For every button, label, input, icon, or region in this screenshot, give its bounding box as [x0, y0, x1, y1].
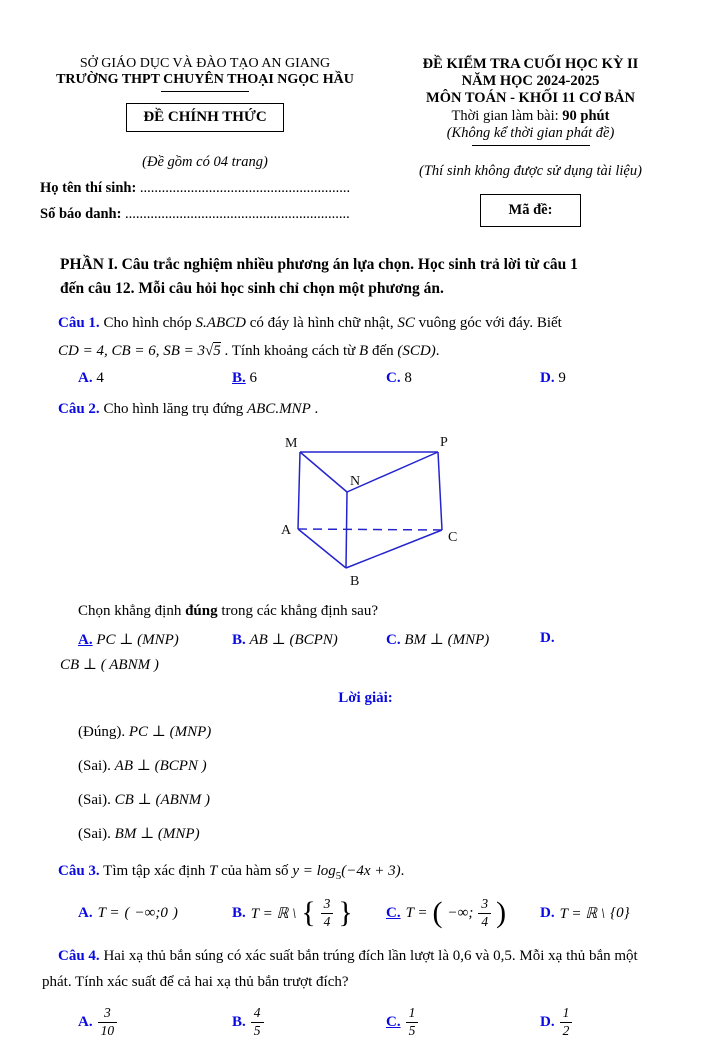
q1-sqrt-arg: 5 [213, 342, 221, 359]
sol2-verdict: (Sai). [78, 758, 115, 775]
q1-text6: . [435, 342, 440, 359]
q2-prompt-post: trong các khẳng định sau? [217, 602, 378, 619]
q3-letter-a: A. [78, 904, 93, 921]
prism-svg [271, 429, 461, 591]
q3-formula-arg: (−4x + 3) [341, 863, 401, 880]
question-1-answers [78, 370, 691, 387]
q3-d-set: {0} [610, 904, 630, 921]
q1-answer-b [232, 370, 386, 387]
q4-b-num: 4 [251, 1005, 264, 1023]
q4-a-num: 3 [98, 1005, 118, 1023]
q4-d-den: 2 [562, 1023, 570, 1039]
q1-answer-d [540, 370, 566, 387]
q2-math-b: AB ⊥ (BCPN) [249, 632, 338, 649]
q2-answer-a [78, 630, 232, 649]
q1-text2: có đáy là hình chữ nhật, [245, 315, 398, 332]
exam-title: ĐỀ KIỂM TRA CUỐI HỌC KỲ II [422, 56, 639, 72]
q3-c-den: 4 [481, 913, 489, 929]
q4-letter-a: A. [78, 1014, 93, 1031]
q2-letter-d: D. [540, 630, 555, 647]
school-name: TRƯỜNG THPT CHUYÊN THOẠI NGỌC HẦU [56, 72, 354, 87]
q3-c-pre: T = [405, 904, 428, 921]
q4-c-fraction [406, 1005, 419, 1040]
question-1-line1 [58, 311, 691, 337]
school-year: NĂM HỌC 2024-2025 [461, 73, 600, 89]
q4-answer-a [78, 1005, 232, 1040]
student-name-label: Họ tên thí sinh: [40, 180, 137, 196]
q3-answer-d [540, 904, 630, 923]
q3-math1: T [208, 863, 218, 880]
q4-answer-c [386, 1005, 540, 1040]
q1-value-c: 8 [404, 370, 412, 387]
question-4-answers [78, 1005, 691, 1040]
vertex-label-p: P [439, 434, 448, 450]
q1-text4: . Tính khoảng cách từ [220, 342, 360, 359]
q1-value-d: 9 [558, 370, 566, 387]
vertex-label-n: N [349, 473, 360, 489]
duration-line [370, 108, 691, 125]
q2-text2: . [310, 401, 319, 418]
official-exam-box: ĐỀ CHÍNH THỨC [126, 103, 283, 132]
q4-letter-b: B. [232, 1014, 246, 1031]
duration-underline [472, 145, 590, 146]
question-1-line2 [58, 339, 691, 365]
q2-letter-c: C. [386, 632, 401, 649]
q3-answer-c: C. T = ( −∞; $\frac{3}{4}$ ) [386, 895, 507, 930]
sol4-verdict: (Sai). [78, 826, 115, 843]
solution-line-2 [78, 756, 691, 775]
q1-letter-d: D. [540, 370, 555, 387]
sol4-math: BM ⊥ (MNP) [114, 826, 200, 843]
q3-letter-b: B. [232, 904, 246, 921]
q3-c-num: 3 [478, 896, 491, 914]
sol1-verdict: (Đúng). [78, 724, 129, 741]
question-3-answers [78, 896, 691, 931]
q4-c-den: 5 [408, 1023, 416, 1039]
sol3-verdict: (Sai). [78, 792, 115, 809]
sol1-math: PC ⊥ (MNP) [128, 724, 212, 741]
radical-icon: √ [205, 342, 214, 359]
question-4-line2: phát. Tính xác suất để cả hai xạ thủ bắn trượt đích? [42, 973, 349, 990]
q4-answer-d [540, 1005, 572, 1040]
exam-code-box: Mã đề: [480, 194, 582, 227]
question-2-prompt [78, 599, 691, 625]
q2-answer-d [540, 630, 555, 649]
duration-label: Thời gian làm bài: [451, 108, 563, 124]
q1-math2: SC [397, 315, 415, 332]
subject-line: MÔN TOÁN - KHỐI 11 CƠ BẢN [426, 90, 635, 106]
department-name: SỞ GIÁO DỤC VÀ ĐÀO TẠO AN GIANG [79, 56, 331, 71]
question-2-line1 [58, 397, 691, 423]
official-box-wrap [40, 92, 370, 132]
q1-math3: CD = 4, CB = 6, SB = 3 [58, 342, 206, 359]
q1-letter-a: A. [78, 370, 93, 387]
question-3-line1 [58, 859, 691, 886]
q1-text1: Cho hình chóp [99, 315, 196, 332]
q2-prompt-bold: đúng [185, 602, 218, 619]
q3-a-pre: T = [97, 904, 120, 921]
q4-b-den: 5 [253, 1023, 261, 1039]
question-2-label: Câu 2. [58, 401, 100, 418]
sol2-math: AB ⊥ (BCPN ) [114, 758, 207, 775]
q1-math5: (SCD) [397, 342, 436, 359]
solution-line-4 [78, 824, 691, 843]
question-4-label: Câu 4. [58, 948, 100, 965]
q2-math-c: BM ⊥ (MNP) [404, 632, 490, 649]
q2-math1: ABC.MNP [246, 401, 311, 418]
q3-letter-c: C. [386, 904, 401, 921]
part1-heading [60, 253, 691, 301]
q2-text1: Cho hình lăng trụ đứng [99, 401, 247, 418]
student-id-dots: .............................................................. [125, 206, 350, 222]
q4-a-fraction [98, 1005, 118, 1040]
q3-d-pre: T = ℝ \ [559, 905, 606, 922]
solution-title: Lời giải: [338, 690, 393, 707]
q3-formula-pre: y = log [292, 863, 336, 880]
exam-code-wrap [370, 180, 691, 227]
q2-math-a: PC ⊥ (MNP) [96, 632, 179, 649]
q3-log-base: 5 [335, 870, 342, 883]
q4-d-num: 1 [560, 1005, 573, 1023]
student-name-line [40, 180, 370, 197]
question-1-label: Câu 1. [58, 315, 100, 332]
duration-value: 90 phút [562, 108, 610, 124]
header-right-block [370, 56, 691, 227]
vertex-label-b: B [349, 573, 359, 589]
q1-letter-c: C. [386, 370, 401, 387]
solution-line-3 [78, 790, 691, 809]
q2-prompt-pre: Chọn khẳng định [78, 602, 186, 619]
student-id-label: Số báo danh: [40, 206, 122, 222]
q3-answer-b: B. T = ℝ \ { $\frac{3}{4}$ } [232, 895, 353, 930]
q3-text1: Tìm tập xác định [99, 863, 209, 880]
part1-heading-line2: đến câu 12. Mỗi câu hỏi học sinh chỉ chọn một phương án. [60, 280, 444, 298]
q1-letter-b: B. [232, 370, 246, 387]
question-4-line1 [58, 944, 691, 970]
q3-b-num: 3 [321, 896, 334, 914]
q1-value-a: 4 [96, 370, 104, 387]
vertex-label-c: C [447, 529, 457, 545]
q4-letter-c: C. [386, 1014, 401, 1031]
q3-text2: của hàm số [217, 863, 293, 880]
q3-b-den: 4 [323, 913, 331, 929]
q4-answer-b [232, 1005, 386, 1040]
q4-a-den: 10 [100, 1023, 115, 1039]
q3-b-fraction [321, 896, 334, 931]
q3-b-pre: T = ℝ \ [250, 905, 297, 922]
q3-c-inner: −∞; [447, 904, 474, 921]
sol3-math: CB ⊥ (ABNM ) [114, 792, 211, 809]
q4-text-line1: Hai xạ thủ bắn súng có xác suất bắn trúng đích lần lượt là 0,6 và 0,5. Mỗi xạ thủ bắn một [99, 948, 638, 965]
q3-text3: . [400, 863, 405, 880]
q3-a-open: ( [124, 904, 130, 921]
q2-letter-b: B. [232, 632, 246, 649]
q3-c-fraction [478, 896, 491, 931]
q1-math1: S.ABCD [195, 315, 246, 332]
solution-line-1 [78, 722, 691, 741]
q1-math4: B [359, 342, 369, 359]
q4-b-fraction [251, 1005, 264, 1040]
duration-note: (Không kể thời gian phát đề) [446, 125, 615, 141]
q3-a-inner: −∞;0 [134, 904, 168, 921]
q4-c-num: 1 [406, 1005, 419, 1023]
q3-a-close: ) [172, 904, 178, 921]
q3-letter-d: D. [540, 904, 555, 921]
prism-figure [271, 429, 461, 591]
vertex-label-m: M [284, 435, 297, 451]
q1-answer-c [386, 370, 540, 387]
student-name-dots: .......................................................... [139, 180, 351, 196]
student-id-line [40, 206, 370, 223]
part1-heading-line1: PHẦN I. Câu trắc nghiệm nhiều phương án lựa chọn. Học sinh trả lời từ câu 1 [60, 256, 578, 273]
question-3-label: Câu 3. [58, 863, 100, 880]
vertex-label-a: A [280, 522, 291, 538]
q1-text3: vuông góc với đáy. Biết [414, 315, 562, 332]
pages-note: (Đề gồm có 04 trang) [142, 154, 268, 170]
q3-answer-a [78, 905, 232, 922]
q2-answer-b [232, 630, 386, 649]
header-left-block [40, 56, 370, 227]
q4-letter-d: D. [540, 1014, 555, 1031]
no-material-note: (Thí sinh không được sử dụng tài liệu) [419, 163, 642, 179]
q1-value-b: 6 [249, 370, 258, 387]
q1-text5: đến [368, 342, 398, 359]
header [40, 56, 691, 227]
question-2-answers [78, 630, 691, 649]
q2-answer-d-overflow: CB ⊥ ( ABNM ) [60, 657, 159, 674]
q4-d-fraction [560, 1005, 573, 1040]
q1-answer-a [78, 370, 232, 387]
q2-answer-c [386, 630, 540, 649]
q2-letter-a: A. [78, 632, 93, 649]
